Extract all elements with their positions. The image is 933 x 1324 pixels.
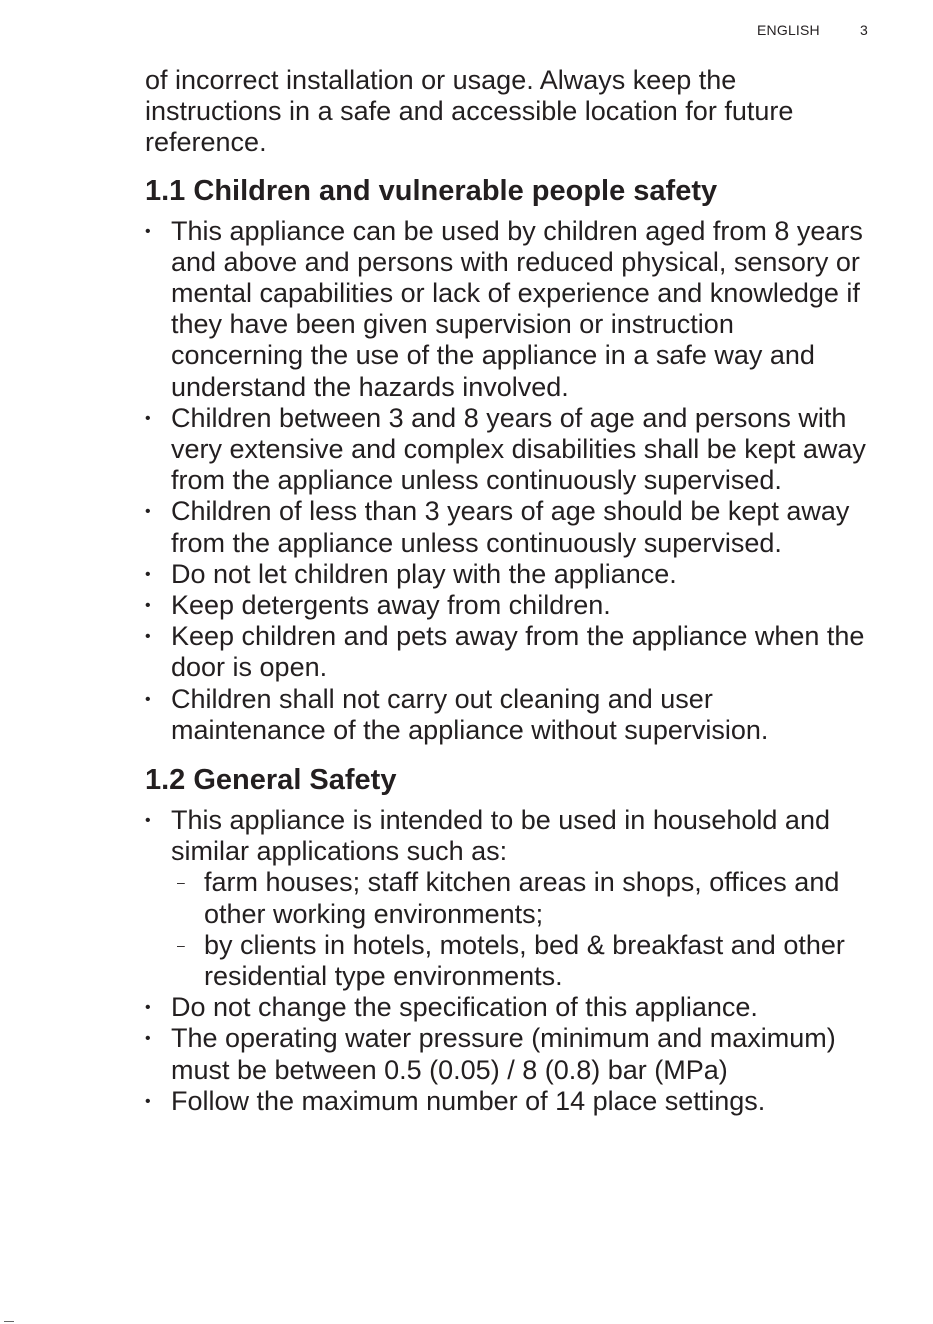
list-item: • Do not change the specification of this appliance. bbox=[145, 992, 870, 1023]
list-item: • Follow the maximum number of 14 place settings. bbox=[145, 1086, 870, 1117]
language-label: ENGLISH bbox=[757, 22, 820, 38]
general-safety-list bbox=[145, 805, 870, 1117]
intro-paragraph: of incorrect installation or usage. Always keep the instructions in a safe and accessible location for future reference. bbox=[145, 65, 794, 158]
list-item: • Do not let children play with the appliance. bbox=[145, 559, 870, 590]
document-body bbox=[145, 65, 870, 1117]
list-item: • Children of less than 3 years of age should be kept away from the appliance unless continuously supervised. bbox=[145, 496, 870, 558]
sub-list-item: – farm houses; staff kitchen areas in shops, offices and other working environments; bbox=[171, 867, 870, 929]
sub-list-item: – by clients in hotels, motels, bed & breakfast and other residential type environments. bbox=[171, 930, 870, 992]
page-edge-mark bbox=[4, 1321, 14, 1322]
page-number: 3 bbox=[860, 22, 868, 38]
list-item-text: This appliance is intended to be used in household and similar applications such as: bbox=[171, 805, 830, 867]
list-item: • This appliance can be used by children aged from 8 years and above and persons with reduced physical, sensory or mental capabilities or lack of experience and knowledge if they have been given supervision or instruction concerning the use of the appliance in a safe way and understand the hazards involved. bbox=[145, 216, 870, 403]
list-item bbox=[145, 805, 870, 992]
list-item: • Children between 3 and 8 years of age and persons with very extensive and complex disabilities shall be kept away from the appliance unless continuously supervised. bbox=[145, 403, 870, 497]
section-heading-general-safety: 1.2 General Safety bbox=[145, 764, 397, 797]
list-item: • Keep children and pets away from the appliance when the door is open. bbox=[145, 621, 870, 683]
section-heading-children-safety: 1.1 Children and vulnerable people safety bbox=[145, 174, 718, 207]
list-item: • Keep detergents away from children. bbox=[145, 590, 870, 621]
list-item: • The operating water pressure (minimum and maximum) must be between 0.5 (0.05) / 8 (0.8) bar (MPa) bbox=[145, 1023, 870, 1085]
sub-list bbox=[171, 867, 870, 992]
children-safety-list bbox=[145, 216, 870, 746]
list-item: • Children shall not carry out cleaning and user maintenance of the appliance without supervision. bbox=[145, 684, 870, 746]
page-header bbox=[0, 22, 933, 42]
